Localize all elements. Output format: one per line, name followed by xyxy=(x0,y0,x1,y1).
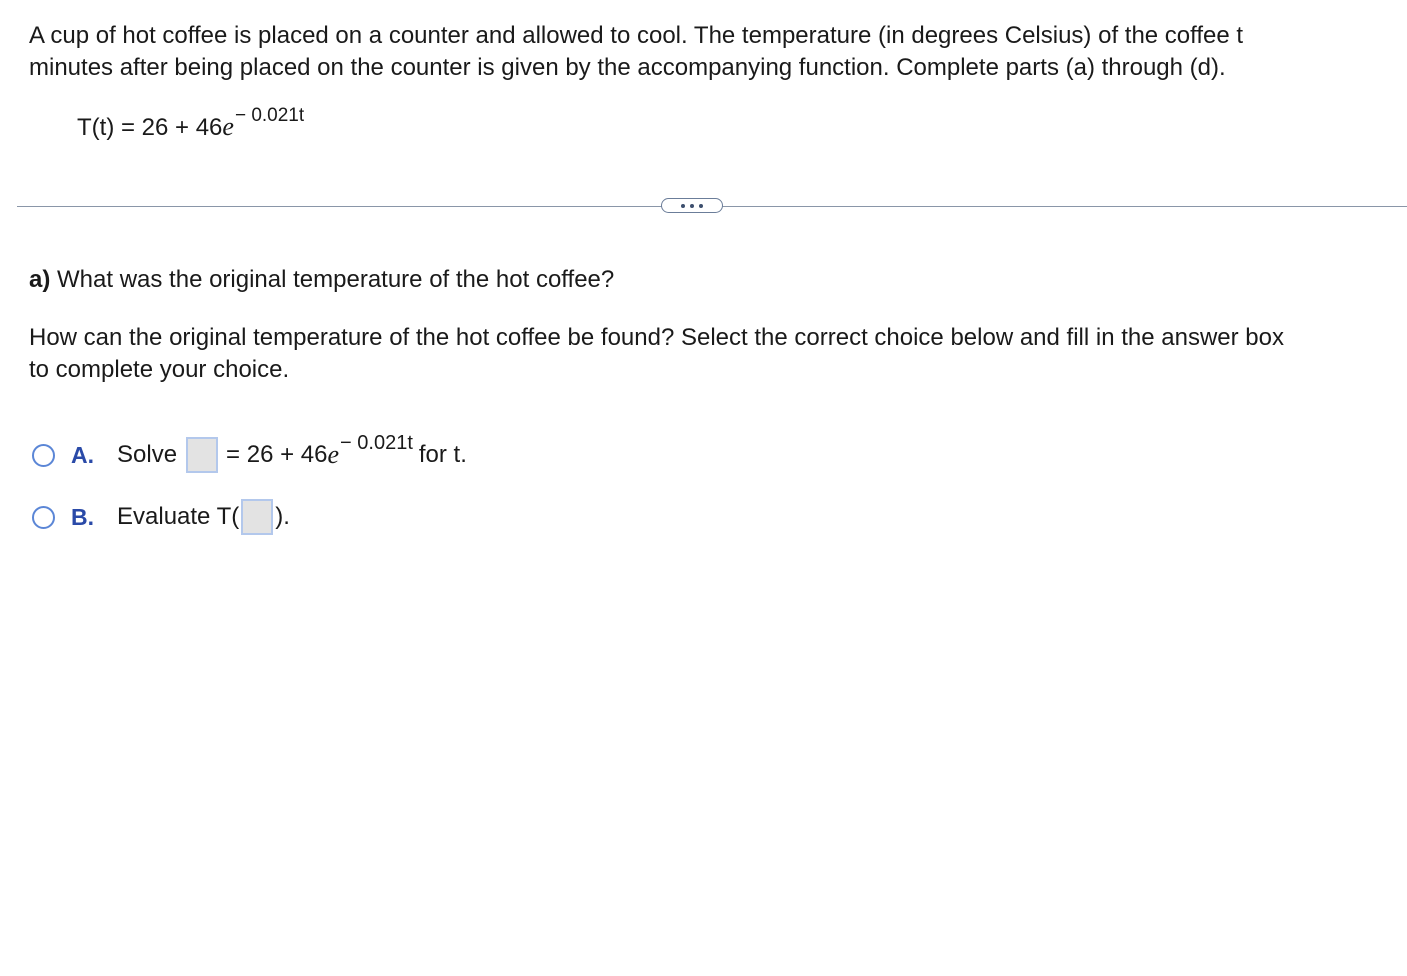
problem-intro-line-2: minutes after being placed on the counter is given by the accompanying function. Complete parts (a) through (d). xyxy=(29,54,1226,81)
choice-a-answer-input[interactable] xyxy=(186,437,218,473)
formula-lhs: T(t) = 26 + 46 xyxy=(77,114,223,141)
choice-a[interactable] xyxy=(32,431,467,475)
choice-b-letter: B. xyxy=(71,503,94,530)
choice-a-suffix: for t. xyxy=(418,441,467,468)
formula-base: e xyxy=(222,112,234,141)
instruction-line-2: to complete your choice. xyxy=(29,356,290,383)
choice-b-suffix: ). xyxy=(275,503,290,530)
choice-a-letter: A. xyxy=(71,441,94,468)
temperature-function xyxy=(77,105,305,145)
choice-a-prefix: Solve xyxy=(117,441,178,468)
problem-statement xyxy=(29,20,1389,84)
part-a-instruction xyxy=(29,322,1399,386)
part-a-question xyxy=(29,264,614,296)
dot-icon xyxy=(681,204,685,208)
part-a-label: a) xyxy=(29,266,51,293)
choice-a-equation-mid: = 26 + 46 xyxy=(226,441,328,468)
instruction-line-1: How can the original temperature of the hot coffee be found? Select the correct choice below and fill in the answer box xyxy=(29,324,1284,351)
more-options-button[interactable] xyxy=(661,198,723,213)
choice-a-equation-exponent: − 0.021t xyxy=(340,431,413,454)
problem-intro-line-1: A cup of hot coffee is placed on a counter and allowed to cool. The temperature (in degrees Celsius) of the coffee t xyxy=(29,22,1244,49)
part-a-question-text: What was the original temperature of the hot coffee? xyxy=(57,266,615,293)
choice-b-radio[interactable] xyxy=(32,506,55,529)
dot-icon xyxy=(699,204,703,208)
formula-exponent: − 0.021t xyxy=(234,105,305,126)
choice-a-equation-base: e xyxy=(327,440,340,469)
dot-icon xyxy=(690,204,694,208)
choice-b[interactable] xyxy=(32,497,290,537)
choice-b-prefix: Evaluate T( xyxy=(117,503,240,530)
choice-b-answer-input[interactable] xyxy=(241,499,273,535)
choice-a-radio[interactable] xyxy=(32,444,55,467)
